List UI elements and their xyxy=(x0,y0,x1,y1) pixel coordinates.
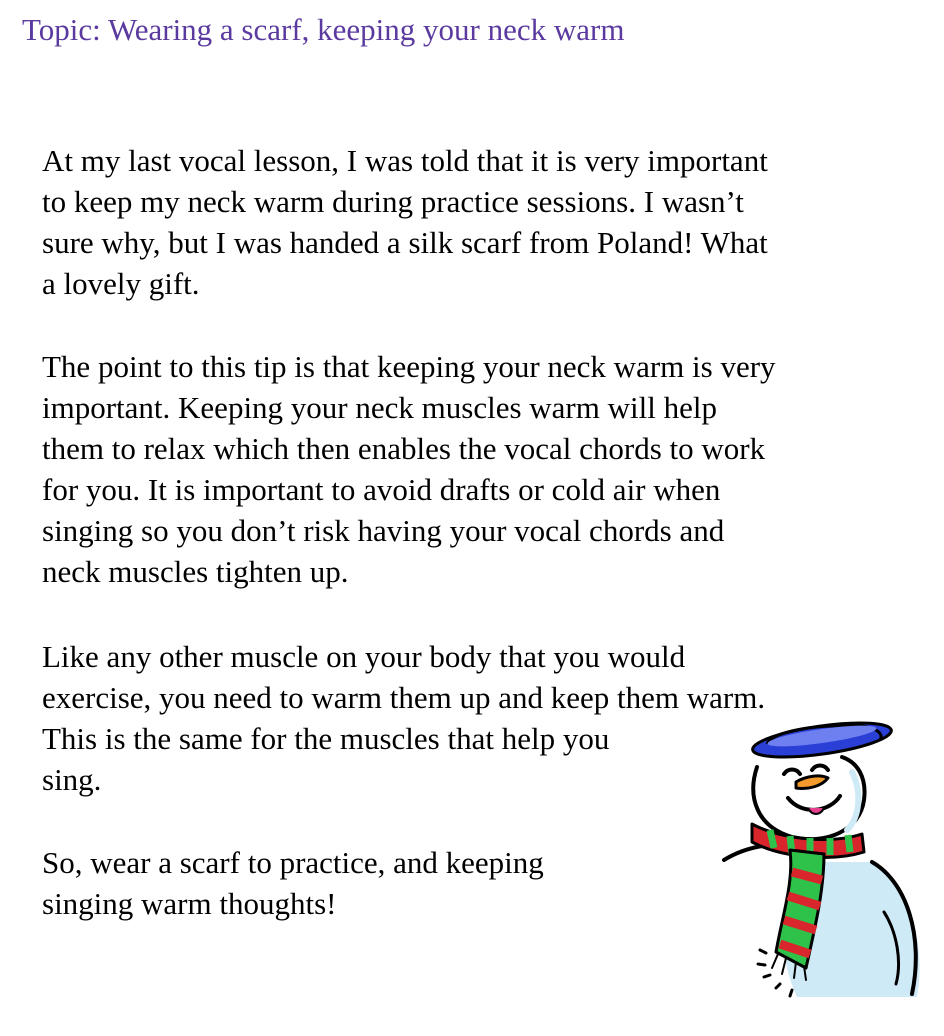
paragraph-line: sing. xyxy=(42,762,102,797)
paragraph-line: to keep my neck warm during practice sessions. I wasn’t xyxy=(42,184,744,219)
snowman-icon xyxy=(712,712,932,1012)
paragraph-line: for you. It is important to avoid drafts or cold air when xyxy=(42,472,721,507)
paragraph-line: singing so you don’t risk having your vocal chords and xyxy=(42,513,725,548)
paragraph-1 xyxy=(42,140,768,304)
paragraph-line: sure why, but I was handed a silk scarf from Poland! What xyxy=(42,225,768,260)
snowman-arm xyxy=(724,846,762,860)
page-title: Topic: Wearing a scarf, keeping your neck warm xyxy=(22,12,625,47)
paragraph-4 xyxy=(42,842,544,924)
paragraph-line: singing warm thoughts! xyxy=(42,886,337,921)
hat-icon xyxy=(751,716,894,763)
paragraph-line: The point to this tip is that keeping your neck warm is very xyxy=(42,349,776,384)
paragraph-2 xyxy=(42,346,776,592)
paragraph-line: neck muscles tighten up. xyxy=(42,554,349,589)
paragraph-line: This is the same for the muscles that help you xyxy=(42,721,610,756)
paragraph-line: exercise, you need to warm them up and keep them warm. xyxy=(42,680,766,715)
paragraph-3 xyxy=(42,636,765,800)
paragraph-line: important. Keeping your neck muscles warm will help xyxy=(42,390,717,425)
paragraph-line: So, wear a scarf to practice, and keeping xyxy=(42,845,544,880)
paragraph-line: At my last vocal lesson, I was told that it is very important xyxy=(42,143,768,178)
paragraph-line: them to relax which then enables the vocal chords to work xyxy=(42,431,766,466)
paragraph-line: Like any other muscle on your body that you would xyxy=(42,639,686,674)
paragraph-line: a lovely gift. xyxy=(42,266,200,301)
